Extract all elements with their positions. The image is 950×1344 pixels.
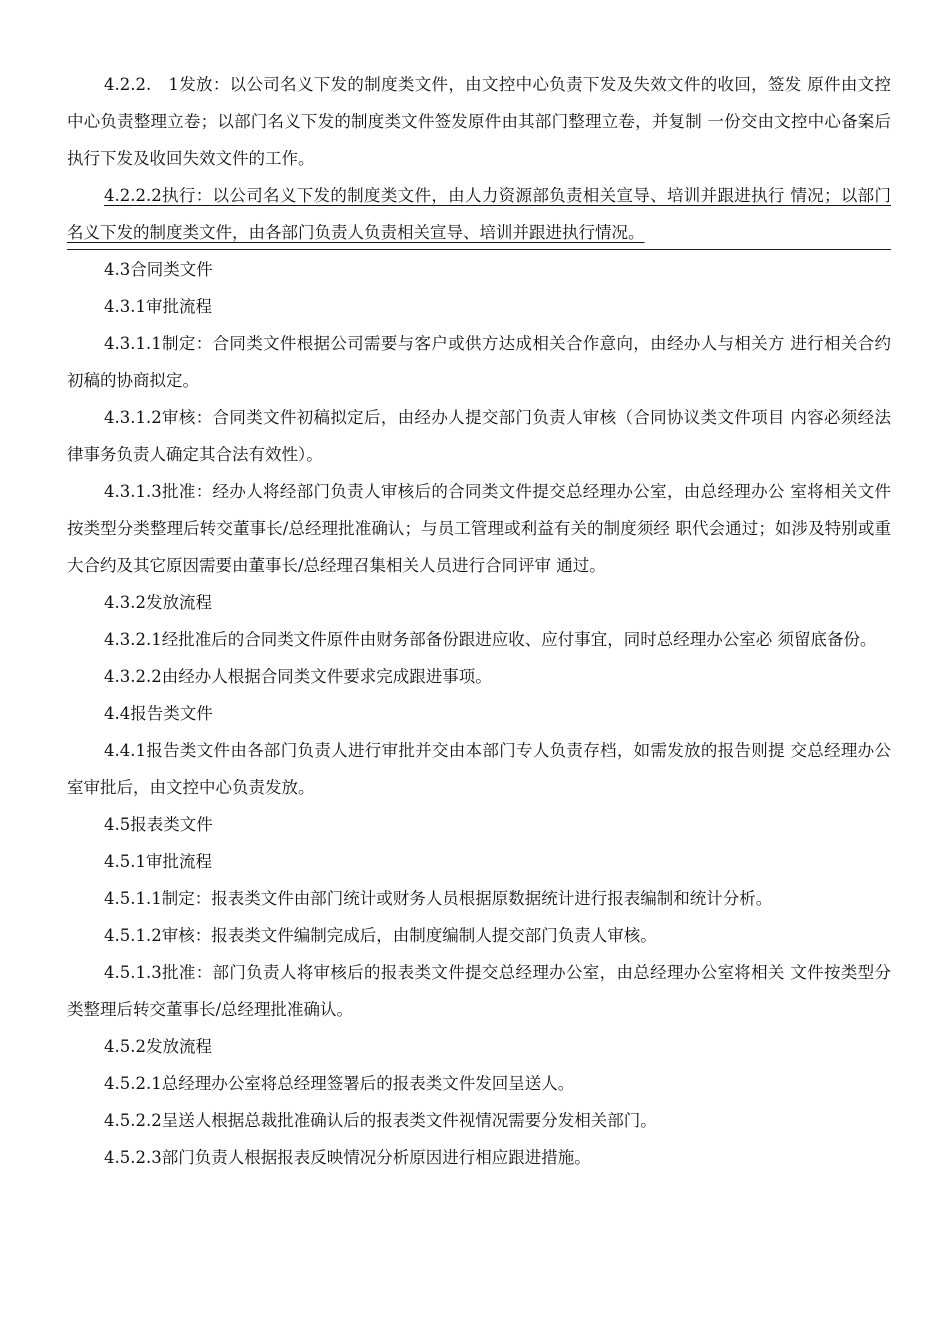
paragraph-4-3-1-3: 4.3.1.3批准：经办人将经部门负责人审核后的合同类文件提交总经理办公室，由总经理办公 室将相关文件按类型分类整理后转交董事长/总经理批准确认；与员工管理或利益有关的制度须经 职代会通过；如涉及特别或重大合约及其它原因需要由董事长/总经理召集相关人员进行合同评审 通过。 (67, 482, 891, 575)
heading-4-4: 4.4报告类文件 (104, 704, 213, 723)
paragraph-4-5-1-3: 4.5.1.3批准：部门负责人将审核后的报表类文件提交总经理办公室，由总经理办公室将相关 文件按类型分类整理后转交董事长/总经理批准确认。 (67, 963, 891, 1019)
heading-4-3: 4.3合同类文件 (104, 260, 213, 279)
heading-4-3-2: 4.3.2发放流程 (104, 593, 212, 612)
paragraph-4-2-2-1: 4.2.2. 1发放：以公司名义下发的制度类文件，由文控中心负责下发及失效文件的收回，签发 原件由文控中心负责整理立卷；以部门名义下发的制度类文件签发原件由其部门整理立卷，并复制 一份交由文控中心备案后执行下发及收回失效文件的工作。 (67, 75, 891, 168)
paragraph-4-4-1: 4.4.1报告类文件由各部门负责人进行审批并交由本部门专人负责存档，如需发放的报告则提 交总经理办公室审批后，由文控中心负责发放。 (67, 741, 891, 797)
document-page (67, 66, 891, 1176)
heading-4-3-1: 4.3.1审批流程 (104, 297, 212, 316)
heading-4-5-1: 4.5.1审批流程 (104, 852, 212, 871)
paragraph-4-3-1-2: 4.3.1.2审核：合同类文件初稿拟定后，由经办人提交部门负责人审核（合同协议类文件项目 内容必须经法律事务负责人确定其合法有效性）。 (67, 408, 891, 464)
paragraph-4-5-2-1: 4.5.2.1总经理办公室将总经理签署后的报表类文件发回呈送人。 (104, 1074, 575, 1093)
paragraph-4-5-1-2: 4.5.1.2审核：报表类文件编制完成后，由制度编制人提交部门负责人审核。 (104, 926, 657, 945)
paragraph-4-5-2-2: 4.5.2.2呈送人根据总裁批准确认后的报表类文件视情况需要分发相关部门。 (104, 1111, 657, 1130)
paragraph-4-5-1-1: 4.5.1.1制定：报表类文件由部门统计或财务人员根据原数据统计进行报表编制和统计分析。 (104, 889, 773, 908)
paragraph-4-2-2-2: 4.2.2.2执行：以公司名义下发的制度类文件，由人力资源部负责相关宣导、培训并跟进执行 情况；以部门名义下发的制度类文件，由各部门负责人负责相关宣导、培训并跟进执行情况。 (67, 186, 891, 242)
paragraph-4-3-2-1: 4.3.2.1经批准后的合同类文件原件由财务部备份跟进应收、应付事宜，同时总经理办公室必 须留底备份。 (104, 630, 877, 649)
paragraph-4-3-1-1: 4.3.1.1制定：合同类文件根据公司需要与客户或供方达成相关合作意向，由经办人与相关方 进行相关合约初稿的协商拟定。 (67, 334, 891, 390)
paragraph-4-3-2-2: 4.3.2.2由经办人根据合同类文件要求完成跟进事项。 (104, 667, 492, 686)
heading-4-5-2: 4.5.2发放流程 (104, 1037, 212, 1056)
heading-4-5: 4.5报表类文件 (104, 815, 213, 834)
paragraph-4-5-2-3: 4.5.2.3部门负责人根据报表反映情况分析原因进行相应跟进措施。 (104, 1148, 591, 1167)
